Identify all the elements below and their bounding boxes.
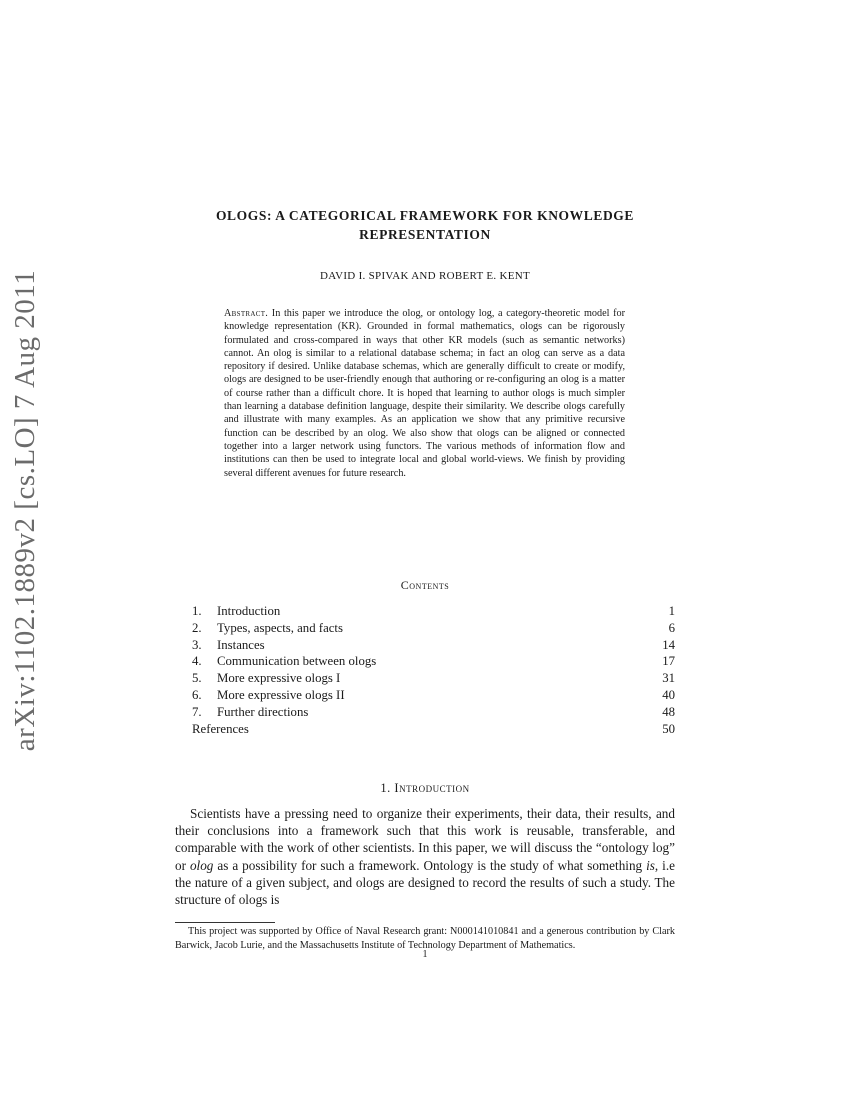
page-number: 1	[422, 949, 428, 960]
toc-entry-references[interactable]	[192, 721, 675, 738]
toc-entry-page: 14	[662, 637, 675, 652]
toc-entry-number: 3.	[192, 637, 202, 652]
toc-entry-title: Types, aspects, and facts	[217, 620, 343, 635]
contents-heading: Contents	[400, 578, 450, 592]
toc-entry-page: 50	[662, 721, 675, 736]
toc-entry-page: 48	[662, 704, 675, 719]
intro-emphasis-is: is	[646, 857, 655, 873]
toc-entry-number: 6.	[192, 687, 202, 702]
intro-text-part: as a possibility for such a framework. Ontology is the study of what something	[213, 857, 647, 873]
footnote-rule	[175, 922, 275, 923]
toc-entry-page: 31	[662, 671, 675, 686]
toc-entry-page: 1	[668, 604, 675, 618]
toc-entry-number: 2.	[192, 620, 202, 635]
toc-entry[interactable]	[192, 620, 675, 637]
toc-entry[interactable]	[192, 670, 675, 687]
toc-entry-title: Communication between ologs	[217, 654, 377, 669]
toc-entry-title: Instances	[217, 637, 265, 652]
toc-entry[interactable]	[192, 603, 675, 620]
intro-text-part: Scientists have a pressing need to organize their experiments, their data, their results, and their conclusions into a framework such that this work is reusable, transferable, and comparable with the work of other scientists. In this paper, we will discuss the “ontology log” or	[175, 806, 675, 873]
table-of-contents	[192, 603, 675, 737]
toc-entry[interactable]	[192, 687, 675, 704]
paper-title-line-1: OLOGS: A CATEGORICAL FRAMEWORK FOR KNOWLEDGE	[215, 208, 635, 223]
intro-emphasis-olog: olog	[189, 857, 214, 873]
introduction-paragraph	[175, 805, 675, 908]
toc-entry-number: 7.	[192, 704, 202, 719]
toc-entry-title: References	[192, 721, 249, 736]
toc-entry-title: Introduction	[217, 604, 281, 618]
paper-title-line-2: REPRESENTATION	[359, 227, 491, 242]
toc-entry-page: 6	[668, 620, 675, 635]
toc-entry-number: 4.	[192, 654, 202, 669]
arxiv-identifier-stamp	[4, 269, 48, 751]
section-heading-introduction: 1. Introduction	[380, 781, 470, 795]
toc-entry-page: 17	[662, 654, 675, 669]
toc-entry-number: 5.	[192, 671, 202, 686]
toc-entry[interactable]	[192, 653, 675, 670]
toc-entry-title: Further directions	[217, 704, 309, 719]
footnote: This project was supported by Office of Naval Research grant: N000141010841 and a generous contribution by Clark Barwick, Jacob Lurie, and the Massachusetts Institute of Technology Department of Mathematics.	[175, 926, 675, 951]
arxiv-identifier-text: arXiv:1102.1889v2 [cs.LO] 7 Aug 2011	[9, 269, 42, 751]
toc-entry-title: More expressive ologs I	[217, 671, 341, 686]
toc-entry-page: 40	[662, 687, 675, 702]
abstract-text: In this paper we introduce the olog, or ontology log, a category-theoretic model for knowledge representation (KR). Grounded in formal mathematics, ologs can be rigorously formulated and cross-compared in ways that other KR models (such as semantic networks) cannot. An olog is similar to a relational database schema; in fact an olog can serve as a data repository if desired. Unlike database schemas, which are generally difficult to create or modify, ologs are designed to be user-friendly enough that authoring or re-configuring an olog is a matter of course rather than a difficult chore. It is hoped that learning to author ologs is much simpler than learning a database definition language, despite their similarity. We describe ologs carefully and illustrate with many examples. As an application we show that any primitive recursive function can be described by an olog. We also show that ologs can be aligned or connected together into a larger network using functors. The various methods of information flow and institutions can then be used to integrate local and global world-views. We finish by providing several different avenues for future research.	[224, 308, 625, 479]
toc-entry-title: More expressive ologs II	[217, 687, 345, 702]
toc-entry-number: 1.	[192, 604, 202, 618]
abstract-label: Abstract.	[224, 308, 269, 319]
intro-text-part: , i.e the nature of a given subject, and ologs are designed to record the results of such a study. The structure of ologs is	[175, 857, 675, 908]
paper-title	[150, 206, 700, 244]
paper-authors: DAVID I. SPIVAK AND ROBERT E. KENT	[320, 270, 530, 282]
toc-entry[interactable]	[192, 637, 675, 654]
toc-entry[interactable]	[192, 704, 675, 721]
abstract	[224, 307, 625, 480]
